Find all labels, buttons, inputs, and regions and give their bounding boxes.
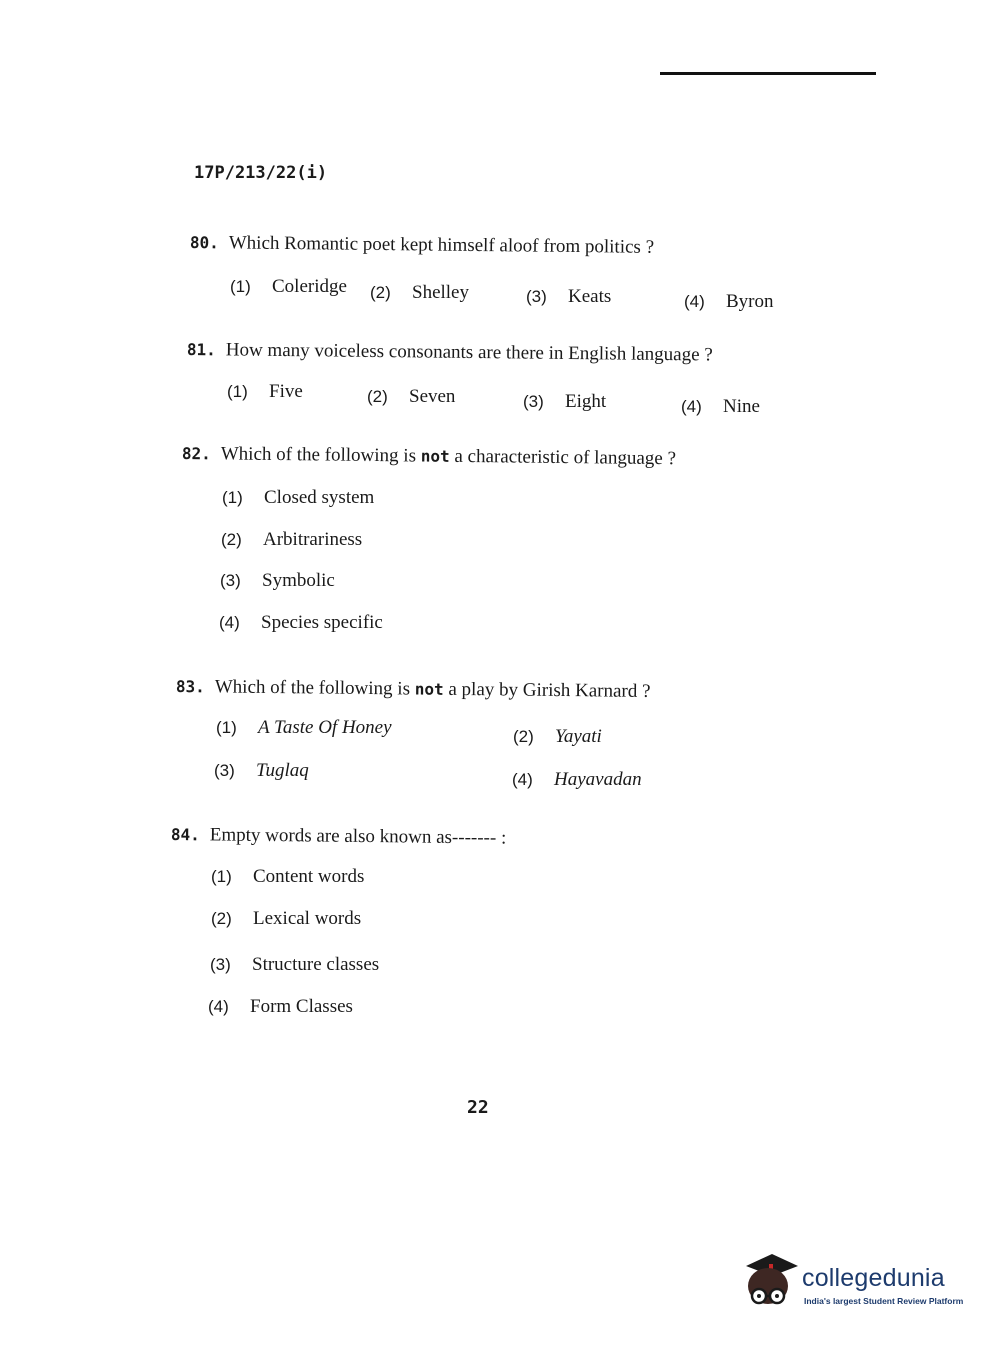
option-number: (4) [681, 397, 702, 416]
option-number: (3) [523, 392, 544, 411]
collegedunia-logo [742, 1250, 972, 1320]
option-number: (3) [214, 761, 235, 780]
question-text-end: a characteristic of language ? [454, 445, 677, 470]
option-number: (1) [222, 488, 243, 507]
question-text: Which Romantic poet kept himself aloof from politics ? [228, 232, 655, 258]
question-number: 80. [189, 232, 219, 253]
option-83-2 [513, 726, 602, 748]
option-number: (2) [367, 387, 388, 406]
logo-brand-name: collegedunia [802, 1264, 945, 1292]
option-80-1 [230, 276, 347, 298]
option-82-2 [221, 529, 362, 551]
option-text: Lexical words [253, 908, 362, 929]
question-number: 82. [181, 443, 211, 464]
option-text: Seven [409, 386, 456, 407]
option-text: Five [269, 381, 303, 402]
question-number: 81. [186, 339, 216, 360]
option-text: Arbitrariness [263, 529, 363, 550]
paper-code: 17P/213/22(i) [194, 163, 328, 183]
option-number: (3) [526, 287, 547, 306]
option-number: (1) [230, 277, 251, 296]
question-text-emphasis: not [420, 446, 450, 466]
option-81-2 [367, 386, 455, 408]
option-number: (2) [211, 909, 232, 928]
option-82-4 [219, 612, 383, 634]
option-number: (1) [211, 867, 232, 886]
option-81-3 [523, 391, 606, 413]
mascot-icon [742, 1252, 800, 1312]
option-text: Closed system [264, 487, 375, 508]
option-text: Keats [568, 286, 612, 307]
option-82-3 [220, 570, 335, 592]
option-text: Structure classes [252, 954, 380, 975]
option-text: Yayati [555, 726, 602, 747]
logo-tagline: India's largest Student Review Platform [804, 1296, 964, 1306]
option-number: (3) [210, 955, 231, 974]
option-number: (3) [220, 571, 241, 590]
option-80-3 [526, 286, 611, 308]
option-83-3 [214, 760, 309, 782]
option-text: Symbolic [262, 570, 335, 591]
option-number: (4) [684, 292, 705, 311]
option-80-4 [684, 291, 774, 313]
question-83 [176, 676, 651, 703]
question-text [221, 443, 676, 469]
option-84-4 [208, 996, 353, 1018]
option-text: Coleridge [272, 276, 347, 297]
top-rule [660, 72, 876, 75]
option-text: Byron [726, 291, 774, 312]
option-text: Form Classes [250, 996, 353, 1017]
option-83-1 [216, 717, 392, 739]
option-text: Content words [253, 866, 365, 887]
option-number: (4) [512, 770, 533, 789]
option-text: Eight [565, 391, 607, 412]
option-text: A Taste Of Honey [258, 717, 392, 738]
option-84-1 [211, 866, 364, 888]
option-number: (1) [216, 718, 237, 737]
option-text: Hayavadan [554, 769, 642, 790]
option-83-4 [512, 769, 642, 791]
option-81-4 [681, 396, 760, 418]
option-84-3 [210, 954, 379, 976]
option-80-2 [370, 282, 469, 304]
question-80 [190, 232, 654, 259]
option-text: Species specific [261, 612, 383, 633]
question-text-start: Which of the following is [214, 676, 411, 700]
option-text: Tuglaq [256, 760, 309, 781]
option-number: (4) [219, 613, 240, 632]
question-81 [187, 339, 713, 367]
question-text-start: Which of the following is [220, 443, 417, 467]
page-number: 22 [467, 1097, 489, 1118]
question-number: 84. [170, 824, 200, 845]
question-number: 83. [175, 676, 205, 697]
option-number: (1) [227, 382, 248, 401]
option-number: (2) [370, 283, 391, 302]
option-text: Nine [723, 396, 760, 417]
option-81-1 [227, 381, 303, 403]
option-number: (2) [513, 727, 534, 746]
option-84-2 [211, 908, 361, 930]
option-number: (4) [208, 997, 229, 1016]
option-number: (2) [221, 530, 242, 549]
option-82-1 [222, 487, 374, 509]
option-text: Shelley [412, 282, 469, 303]
question-82 [182, 443, 676, 470]
question-text [215, 676, 651, 702]
question-text-end: a play by Girish Karnard ? [448, 678, 651, 702]
question-text-emphasis: not [414, 679, 444, 699]
question-text: Empty words are also known as------- : [209, 824, 507, 849]
question-84 [171, 824, 507, 850]
question-text: How many voiceless consonants are there in English language ? [225, 339, 713, 366]
